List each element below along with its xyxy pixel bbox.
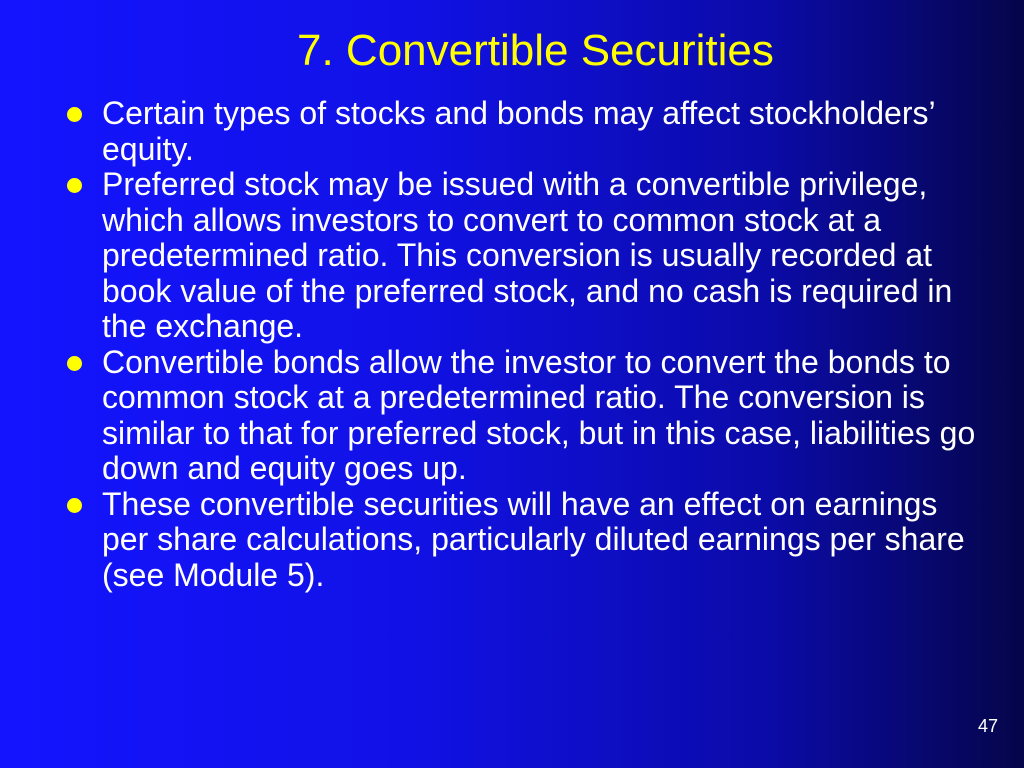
bullet-dot-icon <box>67 107 82 122</box>
bullet-list <box>60 96 990 593</box>
bullet-text: Certain types of stocks and bonds may affect stockholders’ equity. <box>102 95 935 167</box>
bullet-item <box>60 345 990 487</box>
bullet-item <box>60 487 990 594</box>
bullet-dot-icon <box>67 356 82 371</box>
bullet-text: Preferred stock may be issued with a convertible privilege, which allows investors to convert to common stock at a predetermined ratio. This conversion is usually recorded at book value of the preferred stock, and no cash is required in the exchange. <box>102 166 953 344</box>
bullet-dot-icon <box>67 498 82 513</box>
bullet-dot-icon <box>67 178 82 193</box>
slide-title: 7. Convertible Securities <box>297 26 774 75</box>
bullet-text: These convertible securities will have an effect on earnings per share calculations, particularly diluted earnings per share (see Module 5). <box>102 485 965 593</box>
bullet-item <box>60 96 990 167</box>
bullet-item <box>60 167 990 345</box>
bullet-text: Convertible bonds allow the investor to convert the bonds to common stock at a predetermined ratio. The conversion is similar to that for preferred stock, but in this case, liabilities go down and equity goes up. <box>102 343 976 486</box>
page-number: 47 <box>977 716 998 736</box>
